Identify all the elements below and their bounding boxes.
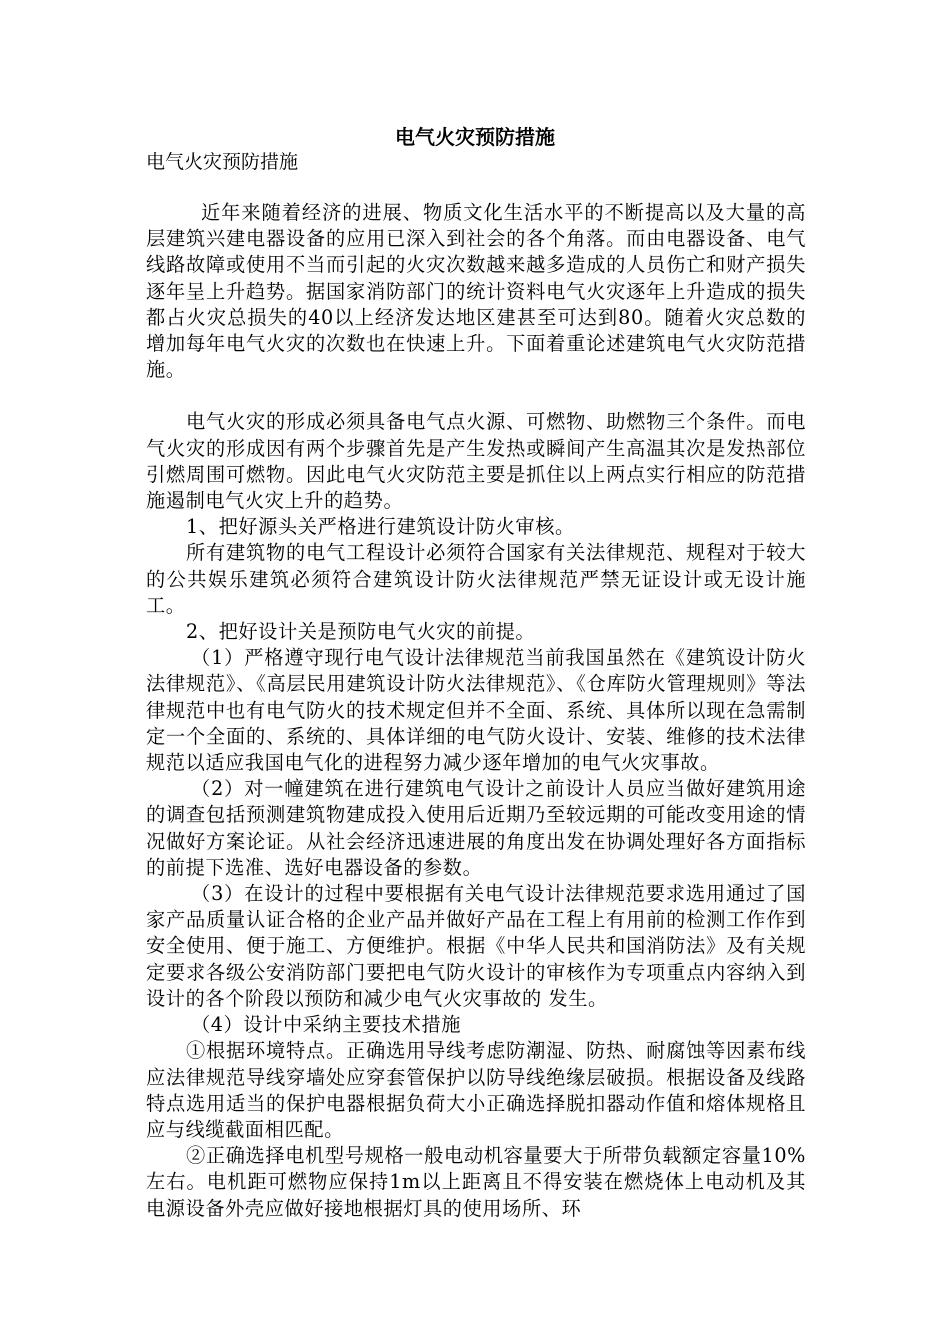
paragraph-item-4-heading: （4）设计中采纳主要技术措施	[191, 1013, 462, 1037]
document-body	[146, 200, 806, 1222]
document-subtitle: 电气火灾预防措施	[146, 151, 299, 173]
paragraph-measure-1: ①根据环境特点。正确选用导线考虑防潮湿、防热、耐腐蚀等因素布线应法律规范导线穿墙处应穿套管保护以防导线绝缘层破损。根据设备及线路特点选用适当的保护电器根据负荷大小正确选择脱扣器动作值和熔体规格且应与线缆截面相匹配。	[146, 1039, 806, 1141]
paragraph-measure-2: ②正确选择电机型号规格一般电动机容量要大于所带负载额定容量10%左右。电机距可燃物应保持1m以上距离且不得安装在燃烧体上电动机及其电源设备外壳应做好接地根据灯具的使用场所、环	[146, 1144, 806, 1220]
paragraph-conditions: 电气火灾的形成必须具备电气点火源、可燃物、助燃物三个条件。而电气火灾的形成因有两个步骤首先是产生发热或瞬间产生高温其次是发热部位引燃周围可燃物。因此电气火灾防范主要是抓住以上两点实行相应的防范措施遏制电气火灾上升的趋势。	[146, 410, 806, 513]
paragraph-spacer	[146, 383, 806, 409]
paragraph-item-1: （1）严格遵守现行电气设计法律规范当前我国虽然在《建筑设计防火法律规范》、《高层民用建筑设计防火法律规范》、《仓库防火管理规则》等法律规范中也有电气防火的技术规定但并不全面、系统、具体所以现在急需制定一个全面的、系统的、具体详细的电气防火设计、安装、维修的技术法律规范以适应我国电气化的进程努力减少逐年增加的电气火灾事故。	[146, 646, 806, 775]
section-heading-2: 2、把好设计关是预防电气火灾的前提。	[186, 620, 536, 644]
paragraph-section-1: 所有建筑物的电气工程设计必须符合国家有关法律规范、规程对于较大的公共娱乐建筑必须符合建筑设计防火法律规范严禁无证设计或无设计施工。	[146, 541, 806, 617]
document-title: 电气火灾预防措施	[395, 125, 555, 149]
paragraph-intro: 近年来随着经济的进展、物质文化生活水平的不断提高以及大量的高层建筑兴建电器设备的应用已深入到社会的各个角落。而由电器设备、电气线路故障或使用不当而引起的火灾次数越来越多造成的人员伤亡和财产损失逐年呈上升趋势。据国家消防部门的统计资料电气火灾逐年上升造成的损失都占火灾总损失的40以上经济发达地区建甚至可达到80。随着火灾总数的增加每年电气火灾的次数也在快速上升。下面着重论述建筑电气火灾防范措施。	[146, 201, 806, 382]
section-heading-1: 1、把好源头关严格进行建筑设计防火审核。	[186, 515, 575, 539]
paragraph-item-2: （2）对一幢建筑在进行建筑电气设计之前设计人员应当做好建筑用途的调查包括预测建筑物建成投入使用后近期乃至较远期的可能改变用途的情况做好方案论证。从社会经济迅速进展的角度出发在协调处理好各方面指标的前提下选准、选好电器设备的参数。	[146, 777, 806, 879]
paragraph-item-3: （3）在设计的过程中要根据有关电气设计法律规范要求选用通过了国家产品质量认证合格的企业产品并做好产品在工程上有用前的检测工作作到安全使用、便于施工、方便维护。根据《中华人民共和国消防法》及有关规定要求各级公安消防部门要把电气防火设计的审核作为专项重点内容纳入到设计的各个阶段以预防和减少电气火灾事故的 发生。	[146, 882, 806, 1010]
